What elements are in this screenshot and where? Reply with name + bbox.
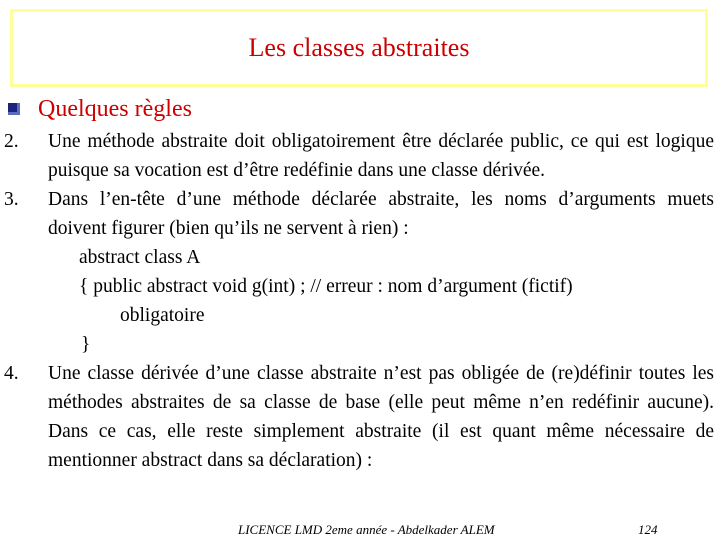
item-number: 3. <box>4 189 19 210</box>
list-item <box>0 359 714 475</box>
item-body <box>48 185 714 359</box>
item-text: Une méthode abstraite doit obligatoirement être déclarée public, ce qui est logique puisque sa vocation est d’être redéfinie dans une classe dérivée. <box>48 131 714 181</box>
section-heading <box>8 93 192 125</box>
code-line: obligatoire <box>120 305 205 326</box>
page-number: 124 <box>638 522 658 537</box>
slide-title: Les classes abstraites <box>248 33 470 62</box>
code-line: { public abstract void g(int) ; // erreur : nom d’argument (fictif) <box>79 276 573 297</box>
code-line: abstract class A <box>79 247 201 268</box>
section-heading-text: Quelques règles <box>38 95 192 122</box>
item-text: Dans l’en-tête d’une méthode déclarée abstraite, les noms d’arguments muets doivent figurer (bien qu’ils ne servent à rien) : <box>48 189 714 239</box>
code-line: } <box>81 334 91 355</box>
square-bullet-icon <box>8 103 20 115</box>
footer-author: LICENCE LMD 2eme année - Abdelkader ALEM <box>238 522 495 537</box>
item-number: 2. <box>4 131 19 152</box>
item-text: Une classe dérivée d’une classe abstraite n’est pas obligée de (re)définir toutes les méthodes abstraites de sa classe de base (elle peut même n’en redéfinir aucune). Dans ce cas, elle reste simplement abstraite (il est quant même nécessaire de mentionner abstract dans sa déclaration) : <box>48 363 714 471</box>
list-item <box>0 185 714 359</box>
item-number: 4. <box>4 363 19 384</box>
title-frame <box>10 9 708 87</box>
rules-list <box>0 127 714 475</box>
list-item <box>0 127 714 185</box>
